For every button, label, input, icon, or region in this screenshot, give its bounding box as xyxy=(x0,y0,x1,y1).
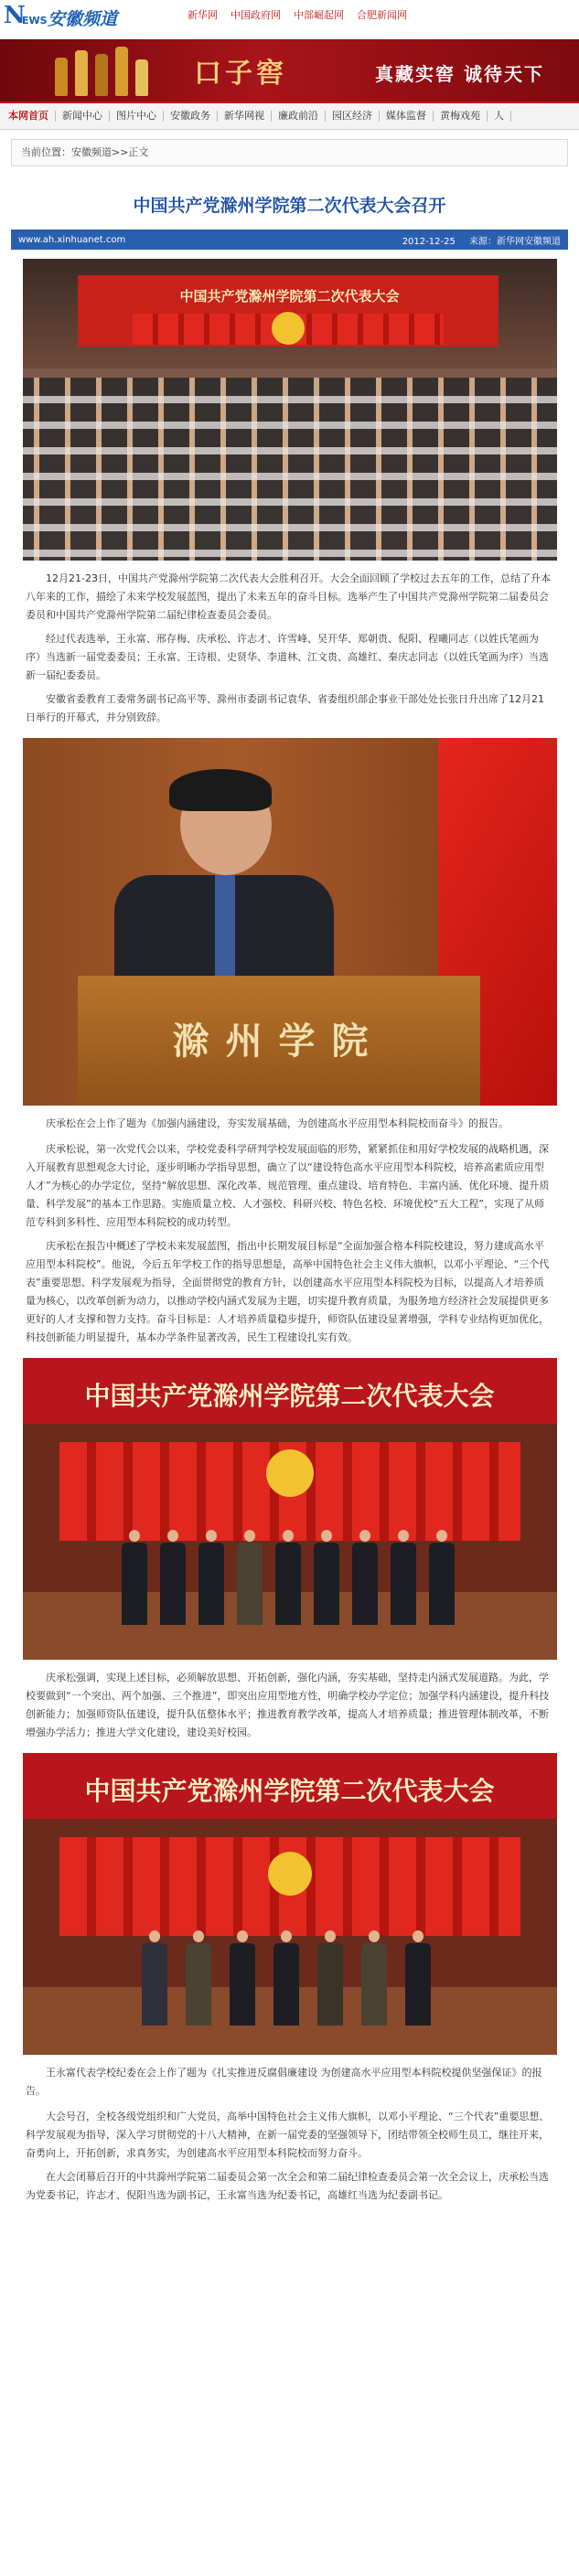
article-paragraph: 在大会闭幕后召开的中共滁州学院第二届委员会第一次全会和第二届纪律检查委员会第一次全会议上，庆承松当选为党委书记，许志才、倪阳当选为副书记，王永富当选为纪委书记，高雄红当选为纪委副书记。 xyxy=(26,2171,549,2201)
article-paragraph: 大会号召，全校各级党组织和广大党员，高举中国特色社会主义伟大旗帜，以邓小平理论、“三个代表”重要思想、科学发展观为指导，深入学习贯彻党的十八大精神，在新一届党委的坚强领导下，团结带领全校师生员工，继往开来，奋勇向上，开拓创新，求真务实，为创建高水平应用型本科院校而努力奋斗。 xyxy=(26,2111,550,2159)
nav-photos[interactable]: 图片中心 xyxy=(110,111,164,122)
photo-caption: 王永富代表学校纪委在会上作了题为《扎实推进反腐倡廉建设 为创建高水平应用型本科院校提供坚强保证》的报告。 xyxy=(26,2067,542,2097)
stage-people xyxy=(23,1923,557,2026)
article-paragraph: 庆承松强调，实现上述目标，必须解放思想、开拓创新，强化内涵，夯实基础，坚持走内涵式发展道路。为此，学校要做到“一个突出、两个加强、三个推进”，即突出应用型地方性，明确学校办学定位；加强学科内涵建设，提升科技创新能力；加强师资队伍建设，提升队伍整体水平；推进教育教学改革，提高人才培养质量；推进管理体制改革，不断增强办学活力；推进大学文化建设，建设美好校园。 xyxy=(26,1672,550,1738)
podium-text: 滁州学院 xyxy=(172,1020,385,1063)
top-links xyxy=(188,7,407,22)
stage-people xyxy=(23,1523,557,1625)
article-paragraph: 经过代表选举，王永富、邢存梅、庆承松、许志才、许雪峰、吴开华、郑朝贵、倪阳、程曦同志（以姓氏笔画为序）当选新一届党委委员；王永富、王诗根、史贤华、李道林、江文贵、高雄红、秦庆志同志（以姓氏笔画为序）当选新一届纪委委员。 xyxy=(26,633,549,681)
party-emblem-icon xyxy=(272,312,305,345)
article-title: 中国共产党滁州学院第二次代表大会召开 xyxy=(133,196,446,216)
nav-opera[interactable]: 黄梅戏苑 xyxy=(434,111,488,122)
article-paragraph: 12月21-23日，中国共产党滁州学院第二次代表大会胜利召开。大会全面回顾了学校过去五年的工作，总结了升本八年来的工作，描绘了未来学校发展蓝图，提出了未来五年的奋斗目标。选举产生了中国共产党滁州学院第二届委员会委员和中国共产党滁州学院第二届纪律检查委员会委员。 xyxy=(26,572,551,621)
party-emblem-icon xyxy=(266,1449,314,1497)
logo-channel-name: 安徽频道 xyxy=(48,9,118,29)
top-link-central[interactable]: 中部崛起网 xyxy=(294,9,344,21)
photo-caption: 庆承松在会上作了题为《加强内涵建设，夯实发展基础，为创建高水平应用型本科院校而奋斗》的报告。 xyxy=(46,1117,509,1129)
nav-news[interactable]: 新闻中心 xyxy=(56,111,110,122)
party-emblem-icon xyxy=(268,1852,312,1896)
source-url[interactable]: www.ah.xinhuanet.com xyxy=(18,234,126,245)
banner-brand: 口子窖 xyxy=(194,58,287,90)
article-paragraph: 庆承松在报告中概述了学校未来发展蓝图，指出中长期发展目标是“全面加强合格本科院校建设，努力建成高水平应用型本科院校”。他说，今后五年学校工作的指导思想是，高举中国特色社会主义伟大旗帜，以邓小平理论、“三个代表”重要思想、科学发展观为指导，全面贯彻党的教育方针，以创建高水平应用型本科院校为目标，以提高人才培养质量为核心，以改革创新为动力，以推动学校内涵式发展为主题，切实提升教育质量，为服务地方经济社会发展提供更多更好的人才支撑和智力支持。奋斗目标是：人才培养质量稳步提升，师资队伍建设显著增强，学科专业结构更加优化，科技创新能力明显提升，基本办学条件显著改善，民生工程建设扎实有效。 xyxy=(26,1240,550,1343)
site-header xyxy=(0,0,579,39)
nav-government[interactable]: 安徽政务 xyxy=(164,111,218,122)
banner-slogan: 真藏实窖 诚待天下 xyxy=(375,63,544,85)
publish-date: 2012-12-25 xyxy=(402,236,456,247)
group-photo-1 xyxy=(23,1358,557,1660)
conference-hall-photo xyxy=(23,259,557,561)
nav-parks[interactable]: 园区经济 xyxy=(326,111,380,122)
logo-mark: N xyxy=(4,2,26,29)
group-photo-banner-text: 中国共产党滁州学院第二次代表大会 xyxy=(84,1776,495,1806)
article-meta-bar xyxy=(11,230,568,250)
bottles-image xyxy=(55,45,165,96)
nav-video[interactable]: 新华网视 xyxy=(218,111,272,122)
group-photo-banner-text: 中国共产党滁州学院第二次代表大会 xyxy=(84,1381,495,1411)
ad-banner[interactable] xyxy=(0,39,579,102)
nav-media[interactable]: 媒体监督 xyxy=(380,111,434,122)
nav-integrity[interactable]: 廉政前沿 xyxy=(272,111,326,122)
main-nav xyxy=(0,102,579,130)
nav-more[interactable]: 人 xyxy=(488,111,511,122)
group-photo-2 xyxy=(23,1753,557,2055)
nav-home[interactable]: 本网首页 xyxy=(2,111,56,122)
top-link-hefei[interactable]: 合肥新闻网 xyxy=(357,9,407,21)
speaker-photo xyxy=(23,738,557,1106)
site-logo[interactable] xyxy=(4,2,159,33)
article-paragraph: 庆承松说，第一次党代会以来，学校党委科学研判学校发展面临的形势，紧紧抓住和用好学校发展的战略机遇，深入开展教育思想观念大讨论，逐步明晰办学指导思想，确立了以“建设特色高水平应用型本科院校，培养高素质应用型人才”为核心的办学定位，坚持“解放思想、深化改革、规范管理、重点建设、培育特色、丰富内涵、优化环境、提升质量、科学发展”的基本工作思路。实施质量立校、人才强校、科研兴校、特色名校、环境优校“五大工程”，实现了从师范专科到多科性、应用型本科院校的成功转型。 xyxy=(26,1143,550,1228)
logo-sub: EWS xyxy=(22,15,48,27)
article-paragraph: 安徽省委教育工委常务副书记高平等、滁州市委副书记袁华、省委组织部企事业干部处处长张日升出席了12月21日举行的开幕式，并分别致辞。 xyxy=(26,693,544,723)
breadcrumb: 当前位置：安徽频道>>正文 xyxy=(11,139,568,166)
top-link-gov[interactable]: 中国政府网 xyxy=(231,9,281,21)
article-source: 来源：新华网安徽频道 xyxy=(469,236,561,247)
audience-rows xyxy=(23,378,557,561)
top-link-xinhua[interactable]: 新华网 xyxy=(188,9,218,21)
conference-banner-text: 中国共产党滁州学院第二次代表大会 xyxy=(179,288,400,305)
